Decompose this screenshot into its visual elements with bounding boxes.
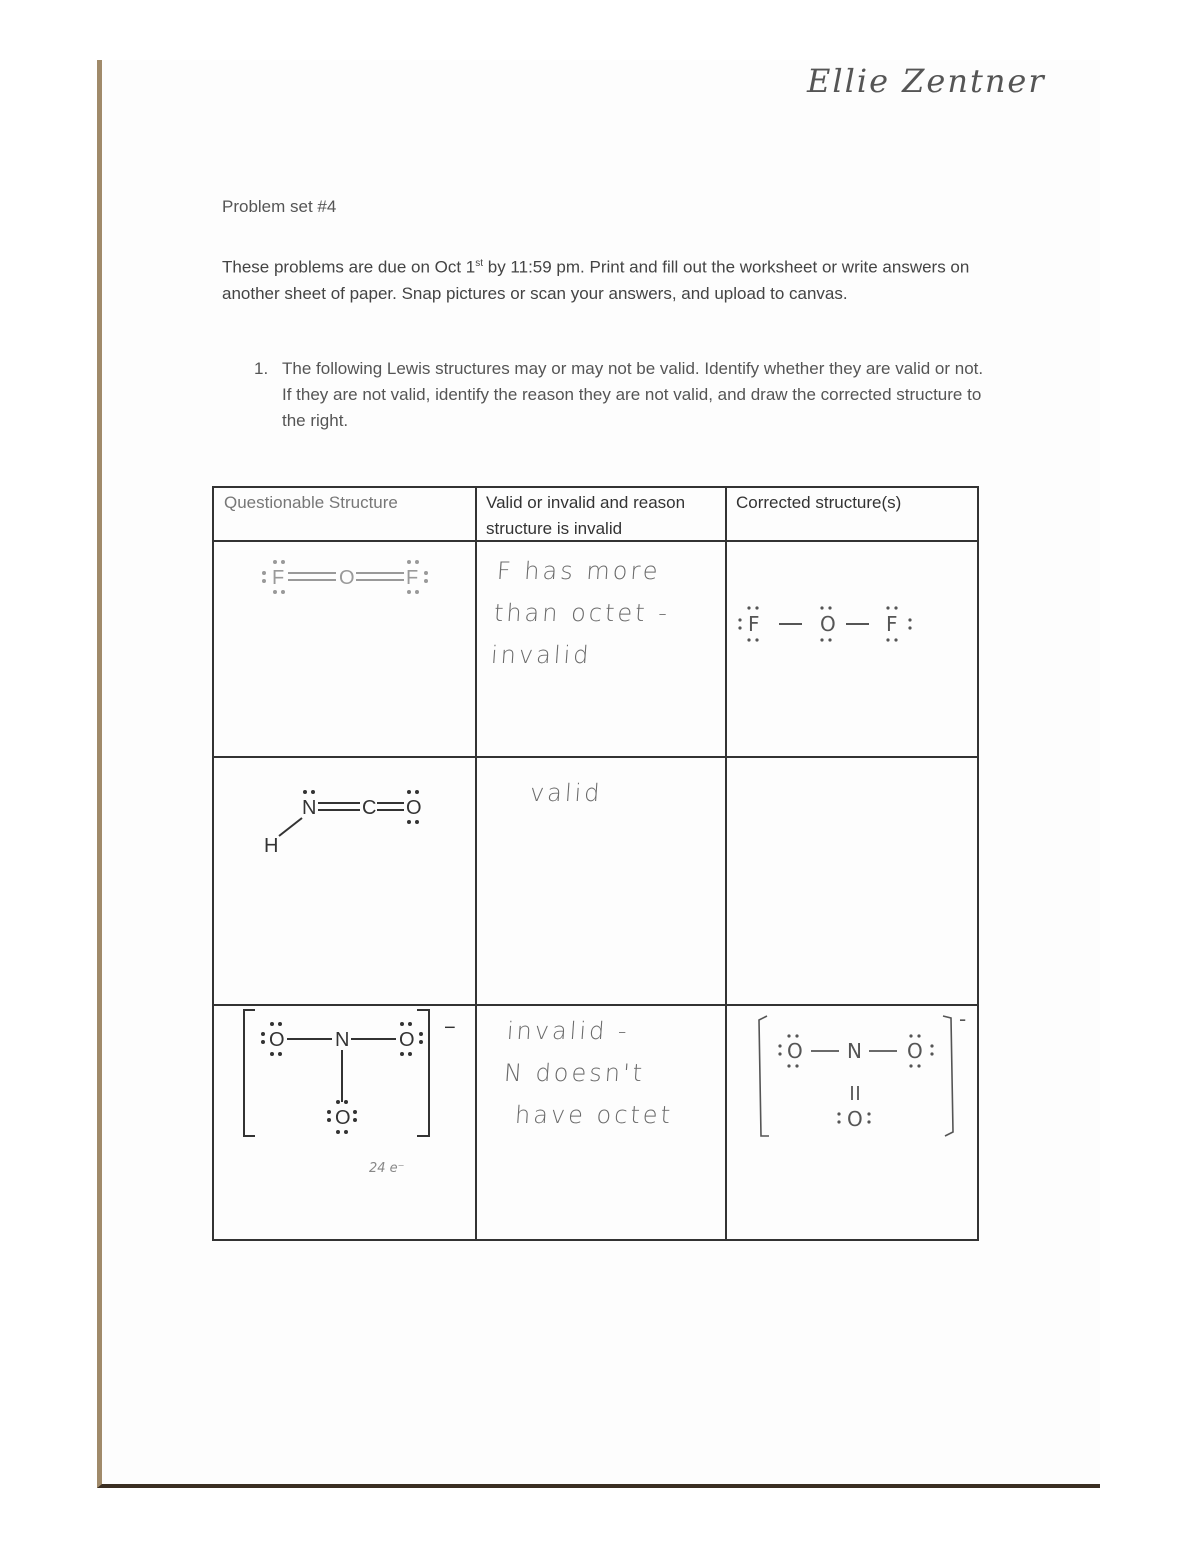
row1-corrected-atom-F-left: F [748,612,760,636]
row1-corrected-atom-F-right: F [886,612,898,636]
row1-atom-F-right: F [406,567,419,589]
row2-answer-line: valid [529,779,604,807]
row1-corrected-atom-O: O [820,612,836,636]
row3-atom-N: N [335,1029,350,1051]
table-column-divider [725,488,727,1239]
instructions-text-a: These problems are due on Oct 1 [222,257,476,277]
row3-answer [500,1010,681,1136]
row2-answer [529,772,604,814]
row3-corrected-atom-O-left: O [787,1039,803,1063]
row1-answer [490,550,675,676]
row3-corrected-charge: - [959,1007,967,1031]
row2-atom-H: H [264,835,279,857]
row3-questionable-structure [239,1004,469,1184]
row3-corrected-atom-O-bottom: O [847,1107,863,1131]
row3-answer-line: N doesn't [503,1059,646,1087]
row1-answer-line: invalid [490,641,593,669]
row3-answer-line: invalid - [505,1017,631,1045]
row3-electron-count-note: 24 e⁻ [369,1161,405,1176]
table-column-divider [475,488,477,1239]
row3-atom-O-bottom: O [335,1107,351,1129]
row3-corrected-atom-N: N [847,1039,862,1063]
row1-answer-line: F has more [495,557,662,585]
instructions-superscript: st [475,258,484,269]
row2-bonds [279,803,404,836]
question-1 [254,356,984,434]
problem-set-title: Problem set #4 [222,197,337,216]
row1-answer-line: than octet - [493,599,671,627]
header-questionable-structure: Questionable Structure [224,493,398,512]
row2-questionable-structure [254,786,444,866]
row2-atom-N: N [302,797,317,819]
table-row-divider [214,756,977,758]
row2-atom-C: C [362,797,377,819]
instructions-paragraph [222,251,992,307]
row3-atom-O-right: O [399,1029,415,1051]
row3-answer-line: have octet [514,1101,675,1129]
header-valid-invalid-reason: Valid or invalid and reason structure is invalid [486,493,686,538]
question-text: The following Lewis structures may or may not be valid. Identify whether they are valid or not. If they are not valid, identify the reason they are not valid, and draw the corrected structure to the right. [282,359,984,430]
student-name-signature: Ellie Zentner [807,62,1046,100]
row1-atom-F-left: F [272,567,285,589]
row3-corrected-atom-O-right: O [907,1039,923,1063]
lewis-structure-table [212,486,979,1241]
row1-atom-O: O [339,567,355,589]
row1-corrected-structure [734,598,934,648]
question-number: 1. [254,359,269,378]
header-corrected-structures: Corrected structure(s) [736,493,902,512]
row3-atom-O-left: O [269,1029,285,1051]
row1-questionable-structure [254,556,444,606]
row3-corrected-structure [739,1008,969,1148]
row2-atom-O: O [406,797,422,819]
row2-lone-pairs [303,790,419,824]
instructions-text-b: by 11:59 pm. Print and fill out the worksheet or write answers on another sheet of paper. Snap pictures or scan your answers, and upload to canvas. [222,257,970,303]
row3-charge: − [444,1017,456,1039]
